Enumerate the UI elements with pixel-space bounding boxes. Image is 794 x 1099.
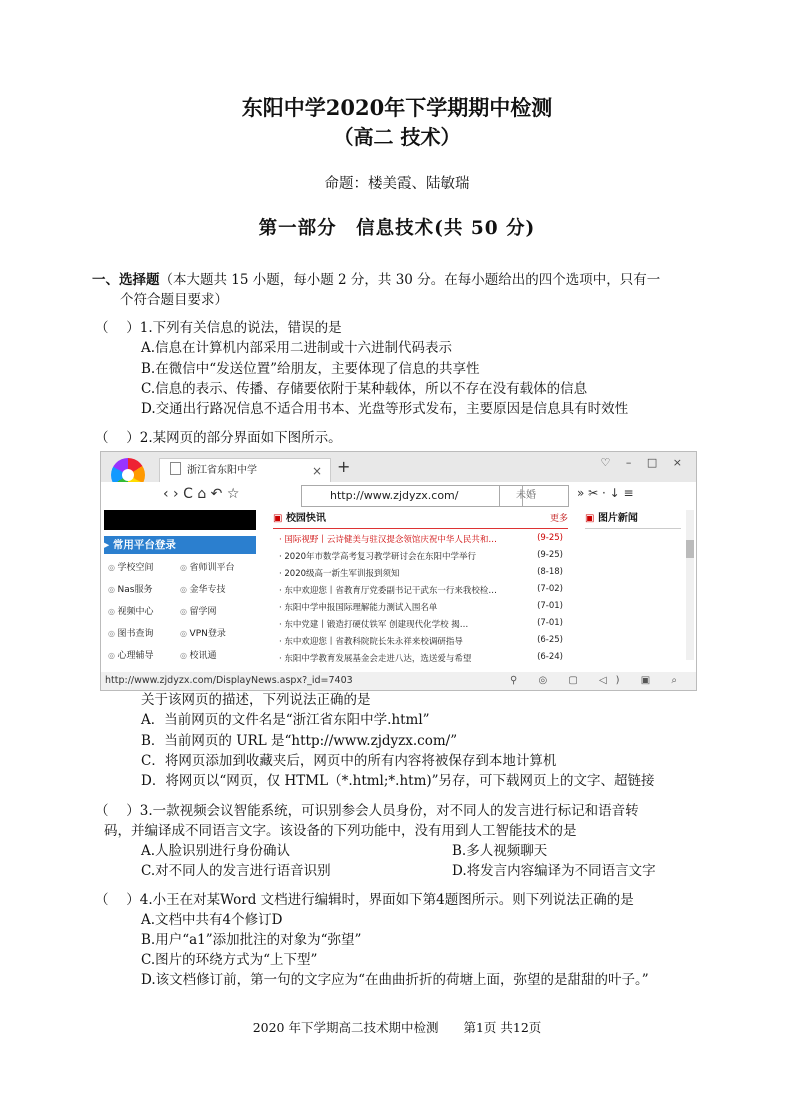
toolbar-right-icons[interactable]: » ✂ · ↓ ≡	[577, 486, 634, 500]
link-item[interactable]: ◎ 视频中心	[108, 604, 154, 617]
search-box[interactable]: 未婚	[499, 485, 569, 507]
page-footer: 2020 年下学期高二技术期中检测 第1页 共12页	[252, 1020, 542, 1035]
page-content	[101, 510, 696, 672]
webpage-screenshot	[100, 451, 697, 691]
link-item[interactable]: ◎ 留学网	[180, 604, 217, 617]
news-icon: ▣	[273, 513, 286, 524]
page-icon	[170, 462, 181, 475]
tab-close-icon[interactable]: ×	[311, 464, 322, 478]
question-3-stem: （ ）3.一款视频会议智能系统，可识别参会人员身份，对不同人的发言进行标记和语音转	[95, 803, 639, 819]
q1-option-a: A.信息在计算机内部采用二进制或十六进制代码表示	[141, 340, 453, 356]
question-1-stem: （ ）1.下列有关信息的说法，错误的是	[95, 320, 342, 336]
news-item[interactable]: · 东阳中学申报国际理解能力测试入围名单 (7-01)	[279, 601, 563, 613]
q2-option-b: B．当前网页的 URL 是“http://www.zjdyzx.com/”	[141, 733, 458, 749]
platform-login-title: ▸ 常用平台登录	[104, 536, 256, 554]
link-item[interactable]: ◎ 心理辅导	[108, 648, 154, 661]
scrollbar-thumb[interactable]	[686, 540, 694, 558]
q2-option-d: D．将网页以“网页，仅 HTML（*.html;*.htm)”另存，可下载网页上的文字、超链接	[141, 773, 655, 789]
q2-option-c: C．将网页添加到收藏夹后，网页中的所有内容将被保存到本地计算机	[141, 753, 557, 769]
nav-buttons[interactable]: ‹ › C ⌂ ↶ ☆	[163, 486, 240, 502]
news-panel	[273, 510, 573, 672]
picture-icon: ▣	[585, 513, 598, 524]
news-item[interactable]: · 东中党建丨锻造打硬仗铁军 创建现代化学校 揭… (7-01)	[279, 618, 563, 630]
q1-option-b: B.在微信中“发送位置”给朋友，主要体现了信息的共享性	[141, 361, 480, 377]
picture-news-title: 图片新闻	[597, 513, 638, 524]
news-item[interactable]: · 国际视野丨云诗健美与驻汉提念领馆庆祝中华人民共和… (9-25)	[279, 533, 563, 545]
part-heading: 第一部分 信息技术(共 50 分)	[258, 218, 536, 239]
scrollbar[interactable]	[686, 510, 694, 660]
left-panel	[104, 510, 256, 672]
news-item[interactable]: · 2020年市数学高考复习教学研讨会在东阳中学举行 (9-25)	[279, 550, 563, 562]
link-item[interactable]: ◎ 学校空间	[108, 560, 154, 573]
news-title: 校园快讯	[285, 513, 326, 524]
status-bar	[101, 672, 696, 690]
q4-option-d: D.该文档修订前，第一句的文字应为“在曲曲折折的荷塘上面，弥望的是甜甜的叶子。”	[141, 972, 649, 988]
q4-option-a: A.文档中共有4个修订D	[141, 912, 283, 928]
tab-title: 浙江省东阳中学	[187, 465, 257, 476]
q4-option-b: B.用户“a1”添加批注的对象为“弥望”	[141, 932, 362, 948]
link-item[interactable]: ◎ Nas服务	[108, 582, 152, 595]
link-item[interactable]: ◎ 金华专技	[180, 582, 226, 595]
link-item[interactable]: ◎ 图书查询	[108, 626, 154, 639]
exam-title: 东阳中学2020年下学期期中检测	[241, 95, 553, 120]
status-url: http://www.zjdyzx.com/DisplayNews.aspx?_id=7403	[105, 675, 353, 686]
q1-option-c: C.信息的表示、传播、存储要依附于某种载体，所以不存在没有载体的信息	[141, 381, 588, 397]
black-banner	[104, 510, 256, 530]
q3-option-c: C.对不同人的发言进行语音识别	[141, 863, 331, 879]
q3-option-a: A.人脸识别进行身份确认	[141, 843, 291, 859]
news-item[interactable]: · 2020级高一新生军训报到须知 (8-18)	[279, 567, 563, 579]
link-item[interactable]: ◎ VPN登录	[180, 626, 226, 639]
news-header	[273, 510, 568, 529]
section-desc: （本大题共 15 小题，每小题 2 分，共 30 分。在每小题给出的四个选项中，只有一	[159, 272, 661, 288]
browser-tab[interactable]	[159, 458, 331, 483]
browser-tab-bar	[101, 452, 696, 482]
section-label: 一、选择题	[92, 272, 160, 288]
exam-authors: 命题：楼美霞、陆敏瑞	[324, 176, 470, 192]
news-item[interactable]: · 东阳中学教育发展基金会走进八达，选送爱与希望 (6-24)	[279, 652, 563, 664]
window-controls[interactable]: ♡ – □ ×	[600, 456, 688, 469]
q2-lead: 关于该网页的描述，下列说法正确的是	[141, 692, 371, 708]
q2-option-a: A．当前网页的文件名是“浙江省东阳中学.html”	[141, 712, 430, 728]
link-item[interactable]: ◎ 校讯通	[180, 648, 217, 661]
section-desc-cont: 个符合题目要求）	[120, 292, 228, 308]
picture-news-header	[585, 510, 681, 529]
exam-subtitle: （高二 技术）	[333, 125, 461, 149]
q1-option-d: D.交通出行路况信息不适合用书本、光盘等形式发布，主要原因是信息具有时效性	[141, 401, 629, 417]
q3-option-d: D.将发言内容编译为不同语言文字	[452, 863, 656, 879]
new-tab-icon[interactable]: +	[337, 457, 351, 476]
news-item[interactable]: · 东中欢迎您丨省教育厅党委副书记干武东一行来我校检… (7-02)	[279, 584, 563, 596]
news-item[interactable]: · 东中欢迎您丨省教科院院长朱永祥来校调研指导 (6-25)	[279, 635, 563, 647]
link-item[interactable]: ◎ 省师训平台	[180, 560, 235, 573]
section-heading	[92, 270, 712, 310]
q4-option-c: C.图片的环绕方式为“上下型”	[141, 952, 318, 968]
question-2-stem: （ ）2.某网页的部分界面如下图所示。	[95, 430, 342, 446]
address-bar[interactable]: http://www.zjdyzx.com/	[301, 485, 523, 507]
question-3-stem-cont: 码，并编译成不同语言文字。该设备的下列功能中，没有用到人工智能技术的是	[104, 823, 577, 839]
status-icons[interactable]: ⚲ ◎ ▢ ◁) ▣ ⌕	[509, 675, 686, 686]
q3-option-b: B.多人视频聊天	[452, 843, 548, 859]
question-4-stem: （ ）4.小王在对某Word 文档进行编辑时，界面如下第4题图所示。则下列说法正确的是	[95, 892, 634, 908]
news-more-link[interactable]: 更多	[549, 514, 568, 524]
browser-nav-bar	[101, 482, 696, 511]
